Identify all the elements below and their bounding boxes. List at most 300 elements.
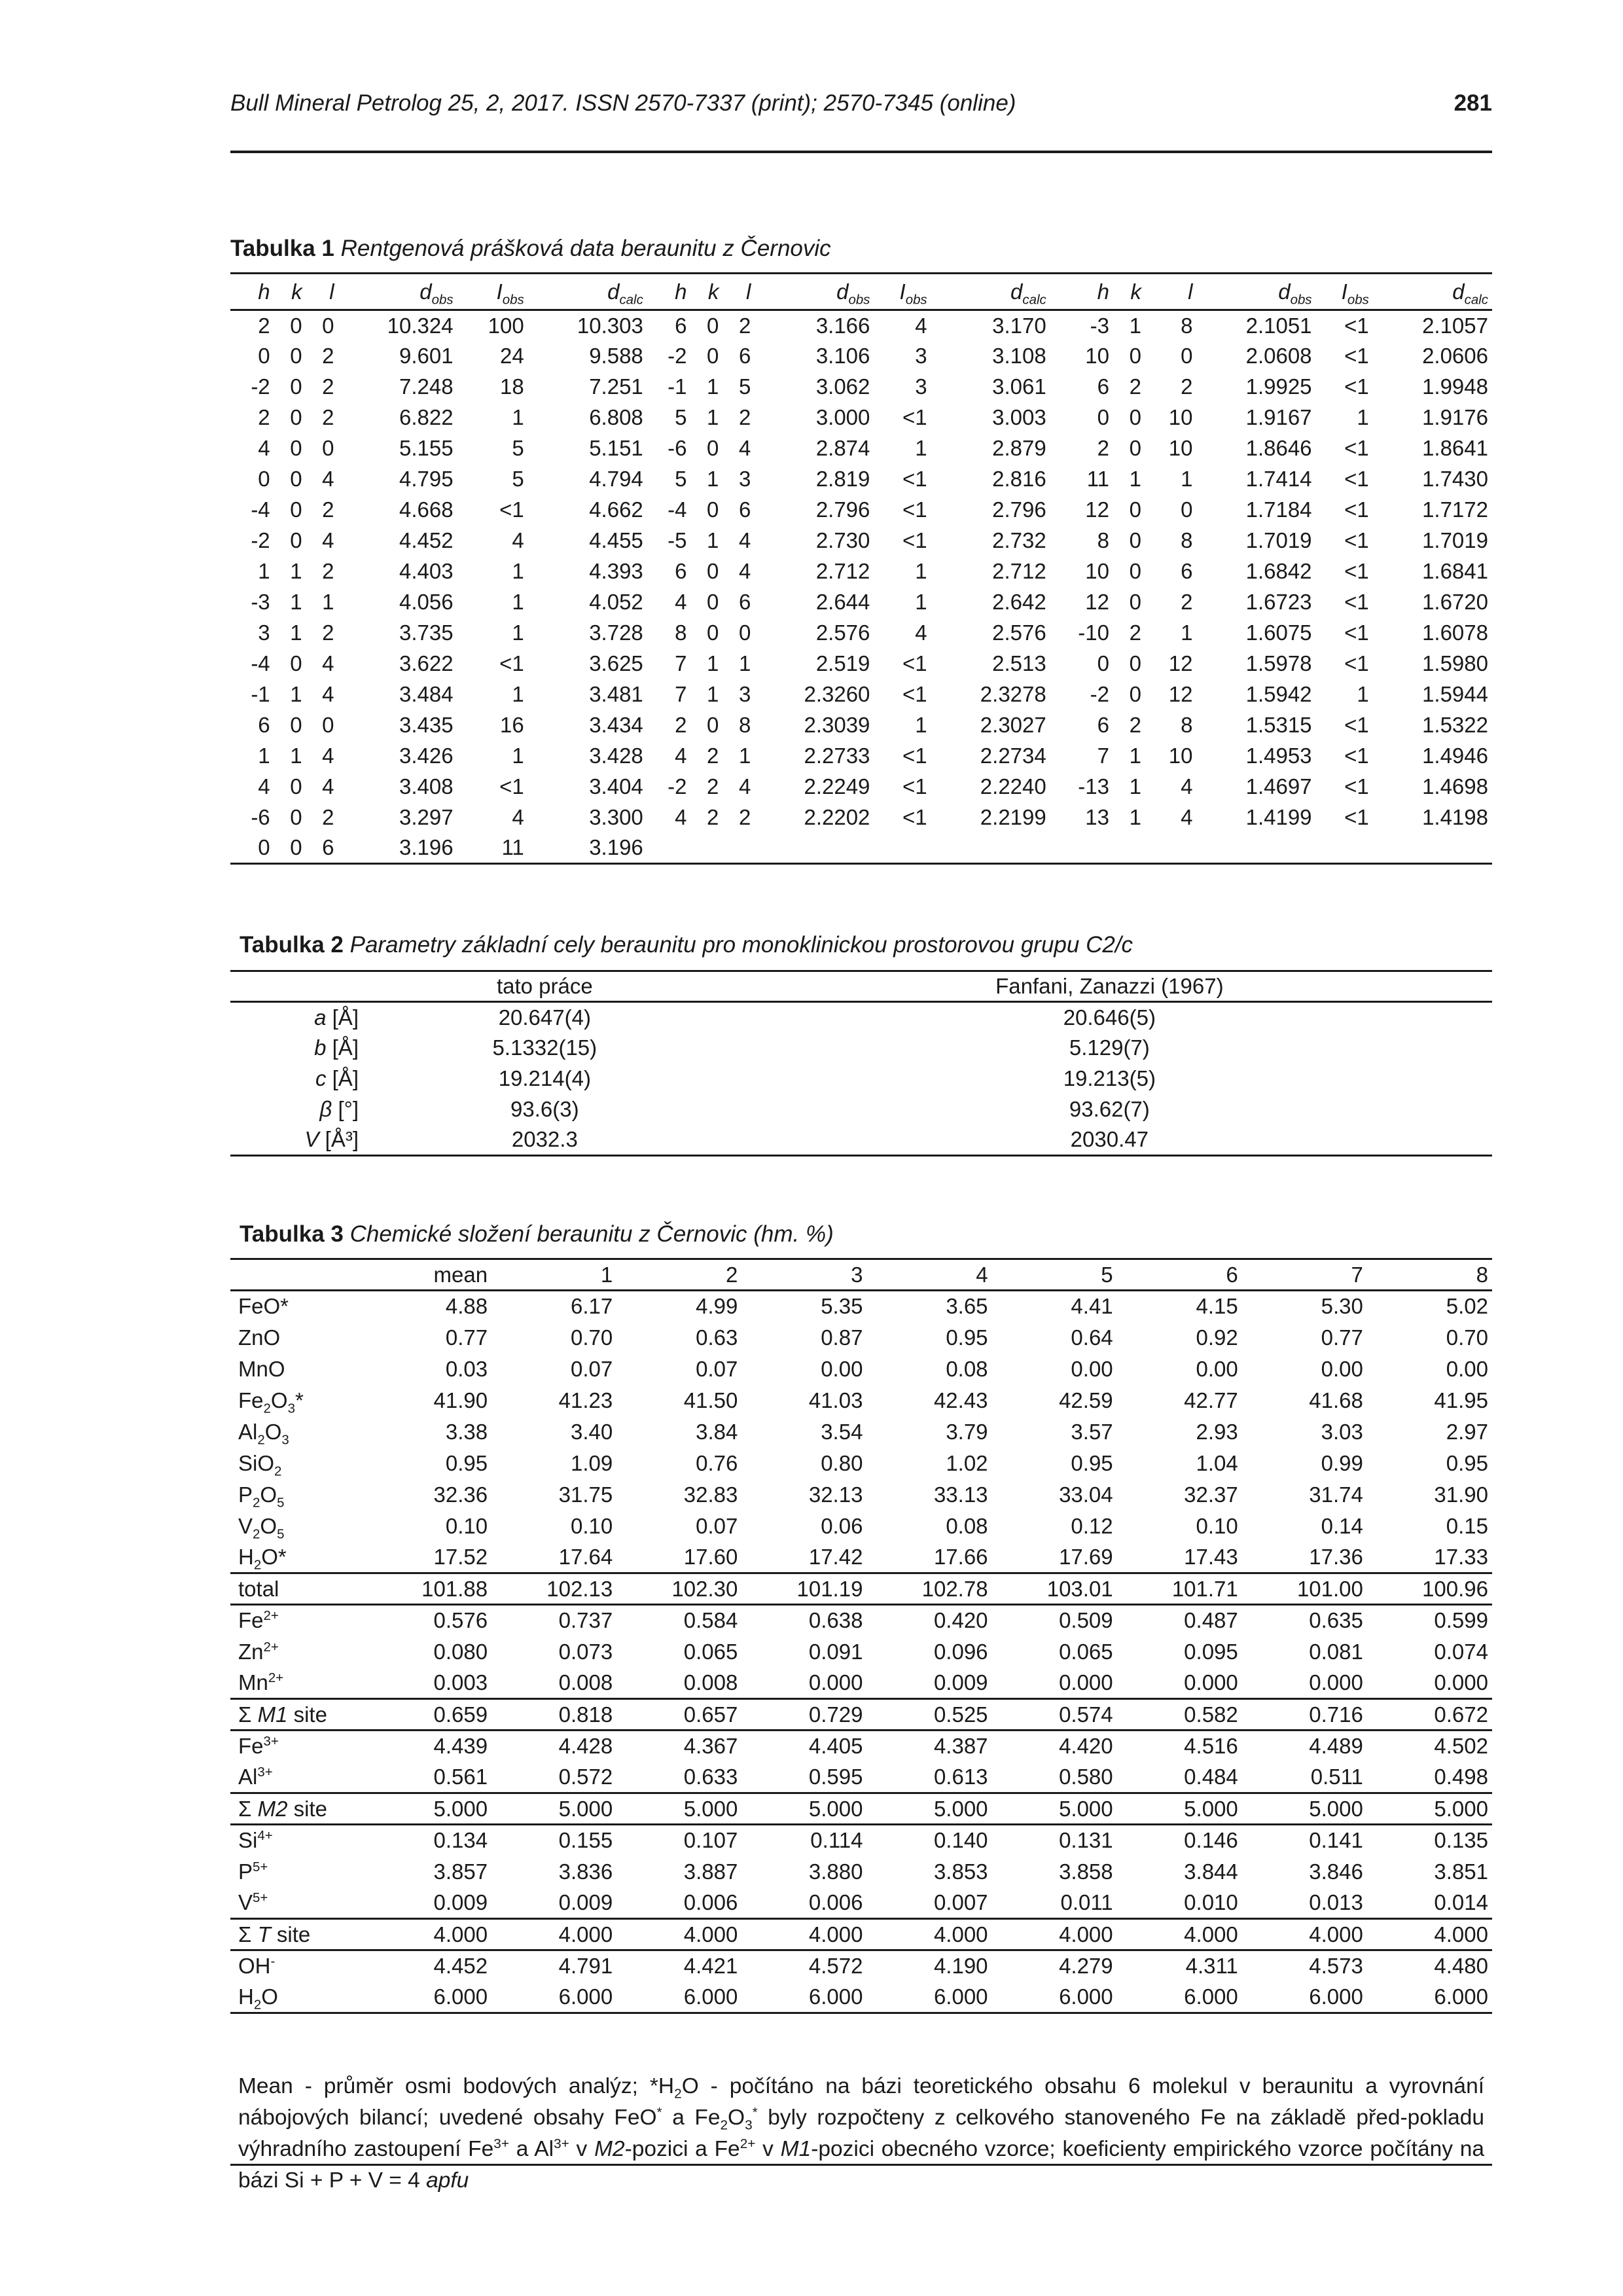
- table-cell: 6: [738, 590, 751, 614]
- table-cell: 4.000: [491, 1919, 616, 1950]
- table-cell: 2.519: [815, 651, 870, 675]
- table-cell: 10: [1168, 744, 1193, 768]
- table-cell: 4: [512, 528, 524, 552]
- table-cell: 2.874: [815, 436, 870, 460]
- table-cell: <1: [902, 651, 927, 675]
- table-cell: -4: [251, 497, 270, 522]
- table-cell: 3.851: [1434, 1859, 1488, 1884]
- table-cell: -13: [1078, 774, 1109, 798]
- table-cell: 1.9167: [1245, 405, 1312, 429]
- table-row: [230, 495, 1492, 526]
- table-cell: 8: [738, 713, 751, 737]
- table-cell: 4.420: [992, 1731, 1117, 1762]
- col-header-d-obs: [755, 274, 874, 310]
- table-cell: 0: [738, 620, 751, 645]
- table-cell: 0.77: [445, 1325, 488, 1350]
- table-cell: [1113, 833, 1145, 864]
- table-cell: 0.014: [1434, 1890, 1488, 1914]
- table-cell: 4.480: [1367, 1950, 1492, 1982]
- table-cell: 7: [675, 682, 687, 706]
- table-cell: 3: [915, 344, 927, 368]
- table-cell: 4.405: [741, 1731, 866, 1762]
- table-cell: 0.080: [433, 1639, 488, 1664]
- table-cell: <1: [1344, 374, 1369, 399]
- table-cell: 8: [1181, 528, 1193, 552]
- table-cell: 2.576: [815, 620, 870, 645]
- table-cell: 0.134: [366, 1825, 491, 1856]
- table-cell: <1: [1344, 497, 1369, 522]
- table-cell: 5: [512, 436, 524, 460]
- table-cell: 5.151: [589, 436, 643, 460]
- table-cell: 0.08: [946, 1513, 988, 1538]
- table-cell: 3.404: [589, 774, 643, 798]
- table-cell: 2: [1129, 620, 1141, 645]
- table-cell: 1: [1181, 467, 1193, 491]
- table-cell: 3.426: [399, 744, 454, 768]
- oxide-row: [230, 1385, 1492, 1416]
- table-cell: 3.858: [1059, 1859, 1113, 1884]
- table-cell: 1.09: [570, 1450, 613, 1475]
- table-cell: 5.30: [1321, 1294, 1363, 1319]
- table-cell: <1: [902, 528, 927, 552]
- table-cell: 1: [322, 590, 334, 614]
- table-cell: 1.6720: [1422, 590, 1488, 614]
- site-word: site: [276, 1922, 311, 1946]
- table-cell: 4: [322, 528, 334, 552]
- table-cell: 5.000: [992, 1793, 1117, 1825]
- col-header: 8: [1367, 1259, 1492, 1291]
- table-cell: 1.6842: [1245, 559, 1312, 583]
- table-cell: 0.63: [696, 1325, 738, 1350]
- table-cell: 0: [274, 833, 306, 864]
- col-subscript: calc: [1022, 292, 1046, 308]
- table-cell: 4.668: [399, 497, 454, 522]
- ion-element: Fe: [238, 1734, 264, 1759]
- table-cell: 0.95: [946, 1325, 988, 1350]
- table-cell: 6: [738, 344, 751, 368]
- table-cell: 0: [1181, 497, 1193, 522]
- table-cell: 0.006: [808, 1890, 863, 1914]
- param-value-reference: 19.213(5): [1063, 1066, 1156, 1090]
- ion-row: [230, 1636, 1492, 1668]
- table-cell: 1.5322: [1422, 713, 1488, 737]
- table-cell: 1: [707, 682, 719, 706]
- col-header-k: k: [690, 274, 722, 310]
- ion-label: [230, 1605, 366, 1636]
- table3-chemical-composition: [230, 1258, 1492, 2014]
- table-cell: 3.484: [399, 682, 454, 706]
- table-cell: 24: [500, 344, 524, 368]
- table-cell: 4.452: [399, 528, 454, 552]
- note-text: -pozici a Fe: [624, 2137, 740, 2161]
- table-cell: 2: [1129, 713, 1141, 737]
- table-cell: 4.15: [1196, 1294, 1238, 1319]
- table-cell: 5.000: [866, 1793, 991, 1825]
- ion-charge: 5+: [253, 1890, 268, 1905]
- table-cell: <1: [1344, 774, 1369, 798]
- col-header-l: l: [306, 274, 338, 310]
- table1-title: Rentgenová prášková data beraunitu z Černovic: [340, 236, 831, 261]
- table-cell: 11: [1086, 467, 1109, 491]
- table-cell: 0.011: [1060, 1890, 1113, 1914]
- param-label: [230, 1002, 363, 1033]
- table-cell: 2: [322, 620, 334, 645]
- table-cell: 1.8646: [1245, 436, 1312, 460]
- table-cell: 1.4198: [1422, 805, 1488, 829]
- table-cell: 0.599: [1367, 1605, 1492, 1636]
- table-cell: 3.728: [589, 620, 643, 645]
- table-cell: 1.6841: [1422, 559, 1488, 583]
- table3-label: Tabulka 3: [240, 1221, 344, 1247]
- table-cell: 6: [675, 313, 687, 338]
- table-cell: 5.02: [1446, 1294, 1488, 1319]
- table-cell: 0.633: [683, 1764, 738, 1789]
- table-cell: 1.6078: [1422, 620, 1488, 645]
- table-cell: 1.9925: [1245, 374, 1312, 399]
- table-cell: 2: [707, 805, 719, 829]
- ion-charge: 5+: [253, 1859, 268, 1874]
- table-cell: 3.300: [589, 805, 643, 829]
- col-header: 1: [491, 1259, 616, 1291]
- table-cell: 3.887: [683, 1859, 738, 1884]
- table-cell: 0.074: [1434, 1639, 1488, 1664]
- table-row: [230, 587, 1492, 618]
- table-cell: <1: [1344, 744, 1369, 768]
- table-cell: 3.434: [589, 713, 643, 737]
- table-cell: 0: [322, 436, 334, 460]
- param-unit: [Å³]: [325, 1127, 359, 1152]
- table-cell: 1: [512, 682, 524, 706]
- table-cell: 1: [1129, 313, 1141, 338]
- table-cell: 0.10: [1196, 1513, 1238, 1538]
- table-cell: 42.43: [933, 1388, 988, 1412]
- table-cell: 1.4946: [1422, 744, 1488, 768]
- param-symbol: β: [319, 1097, 332, 1121]
- table-cell: 102.30: [616, 1573, 741, 1605]
- table-cell: -4: [251, 651, 270, 675]
- table-cell: 0.00: [1321, 1356, 1363, 1381]
- col-symbol: I: [496, 279, 503, 304]
- table-cell: 6: [675, 559, 687, 583]
- table-cell: 6.822: [399, 405, 454, 429]
- table-cell: 0: [1129, 651, 1141, 675]
- table-cell: 0.737: [491, 1605, 616, 1636]
- table-cell: 4: [322, 682, 334, 706]
- note-sup: 3+: [493, 2136, 509, 2151]
- table-cell: [931, 833, 1050, 864]
- table-cell: 2.3278: [980, 682, 1046, 706]
- table-cell: 4.000: [1117, 1919, 1242, 1950]
- table-cell: 0: [707, 313, 719, 338]
- ion-row: [230, 1668, 1492, 1699]
- table-cell: -2: [251, 374, 270, 399]
- table-cell: 2.796: [992, 497, 1046, 522]
- formula-part: P: [238, 1482, 253, 1507]
- note-text: O - počítáno na bázi teoretického obsahu 6 molekul v beraunitu a vyrovnání nábojových bilancí; uvedené obsahy FeO: [238, 2074, 1485, 2130]
- table-cell: <1: [1344, 313, 1369, 338]
- table-cell: 3.38: [445, 1419, 488, 1444]
- table-cell: 1: [707, 405, 719, 429]
- table2-title: Parametry základní cely beraunitu pro monoklinickou prostorovou grupu C2/c: [349, 932, 1133, 958]
- ion-element: Fe: [238, 1608, 264, 1633]
- table-cell: 1.4199: [1245, 805, 1312, 829]
- table-cell: 4.056: [399, 590, 454, 614]
- table-cell: 4.000: [1367, 1919, 1492, 1950]
- table-row: [230, 310, 1492, 341]
- table-cell: 1.6075: [1245, 620, 1312, 645]
- table-row: [230, 802, 1492, 833]
- oxide-label: [230, 1354, 366, 1385]
- formula-subscript: 2: [253, 1997, 262, 2013]
- col-symbol: I: [899, 279, 906, 304]
- table-cell: 0.511: [1310, 1764, 1363, 1789]
- table-cell: [690, 833, 722, 864]
- table1-caption: [230, 236, 831, 262]
- table-cell: 5: [675, 405, 687, 429]
- table-cell: 1: [258, 744, 270, 768]
- ion-element: V: [238, 1890, 253, 1914]
- table-cell: 12: [1085, 590, 1109, 614]
- table-cell: 0: [1129, 528, 1141, 552]
- oxide-label: [230, 1291, 366, 1322]
- table-cell: 3.844: [1184, 1859, 1238, 1884]
- table-cell: 6.000: [866, 1982, 991, 2013]
- table-cell: 0: [1129, 344, 1141, 368]
- site-word: site: [293, 1796, 327, 1821]
- col-header-d-obs: [1196, 274, 1315, 310]
- table-cell: 0.009: [558, 1890, 613, 1914]
- table-cell: 1: [915, 559, 927, 583]
- table-cell: [1145, 833, 1197, 864]
- formula-subscript: 2: [263, 1401, 271, 1416]
- ion-element: Al: [238, 1764, 258, 1789]
- col-symbol: d: [607, 279, 620, 304]
- table-row: [230, 1002, 1492, 1033]
- table-cell: 0: [707, 436, 719, 460]
- formula-subscript: 2: [274, 1463, 282, 1479]
- table3-header-row: [230, 1259, 1492, 1291]
- formula-part: O: [261, 1984, 278, 2009]
- table2-cell-parameters: [230, 970, 1492, 1157]
- sigma-symbol: Σ: [238, 1796, 252, 1821]
- table-cell: 0.003: [433, 1670, 488, 1695]
- table-cell: 17.66: [933, 1544, 988, 1569]
- table-cell: 0.584: [616, 1605, 741, 1636]
- col-header-d-obs: [338, 274, 457, 310]
- table-cell: 0.10: [570, 1513, 613, 1538]
- table-cell: 4.000: [741, 1919, 866, 1950]
- table-cell: 4.000: [992, 1919, 1117, 1950]
- oxide-label: [230, 1448, 366, 1479]
- table-cell: <1: [1344, 713, 1369, 737]
- table-cell: 0.095: [1184, 1639, 1238, 1664]
- table-cell: 0: [707, 620, 719, 645]
- table-cell: <1: [902, 774, 927, 798]
- table-cell: 31.75: [558, 1482, 613, 1507]
- note-text: v: [755, 2137, 781, 2161]
- table-cell: 4: [258, 436, 270, 460]
- table-cell: 41.90: [433, 1388, 488, 1412]
- table-cell: 0.00: [1446, 1356, 1488, 1381]
- param-label: [230, 1094, 363, 1125]
- table-cell: 10: [1168, 436, 1193, 460]
- table-cell: 2: [322, 497, 334, 522]
- table-cell: 1.4953: [1245, 744, 1312, 768]
- param-value-reference: 93.62(7): [1069, 1097, 1150, 1121]
- ion-row: [230, 1762, 1492, 1793]
- table-cell: 2.732: [992, 528, 1046, 552]
- oxide-label: [230, 1322, 366, 1354]
- table-cell: 6.000: [992, 1982, 1117, 2013]
- col-header: 6: [1117, 1259, 1242, 1291]
- table-row: [230, 526, 1492, 556]
- table-cell: <1: [499, 774, 524, 798]
- oxide-row: [230, 1291, 1492, 1322]
- table-cell: 101.00: [1242, 1573, 1367, 1605]
- table-cell: 10: [1168, 405, 1193, 429]
- oxide-row: [230, 1511, 1492, 1542]
- note-text: v: [569, 2137, 595, 2161]
- param-value-reference: 5.129(7): [1069, 1035, 1150, 1060]
- table-row: [230, 341, 1492, 372]
- table-cell: 2: [738, 805, 751, 829]
- table-cell: 0: [707, 590, 719, 614]
- table-row: [230, 1064, 1492, 1094]
- table-cell: 6.000: [1367, 1982, 1492, 2013]
- table-cell: 0.141: [1242, 1825, 1367, 1856]
- table-cell: 4.190: [866, 1950, 991, 1982]
- col-header-d-calc: [528, 274, 647, 310]
- table-cell: 0.010: [1184, 1890, 1238, 1914]
- table-cell: 0.95: [1071, 1450, 1113, 1475]
- col-header-h: h: [647, 274, 691, 310]
- table-cell: 4: [738, 436, 751, 460]
- running-header: [230, 86, 1492, 123]
- table-cell: 4.052: [589, 590, 643, 614]
- ion-element: OH: [238, 1954, 271, 1979]
- table-cell: 3.408: [399, 774, 454, 798]
- table-cell: 0.06: [821, 1513, 863, 1538]
- param-value-this-work: 5.1332(15): [492, 1035, 597, 1060]
- h2o-row: [230, 1982, 1492, 2013]
- col-header-l: l: [722, 274, 755, 310]
- table-cell: 4.88: [445, 1294, 488, 1319]
- table-cell: 7.248: [399, 374, 454, 399]
- table-cell: 3.54: [821, 1419, 863, 1444]
- table-cell: 4.393: [589, 559, 643, 583]
- table-cell: 0.509: [992, 1605, 1117, 1636]
- table-cell: 42.59: [1059, 1388, 1113, 1412]
- table-cell: 4.428: [491, 1731, 616, 1762]
- table-cell: 1.4698: [1422, 774, 1488, 798]
- note-italic: M2: [594, 2137, 625, 2161]
- table-cell: 5: [738, 374, 751, 399]
- site-sum-row: [230, 1793, 1492, 1825]
- ion-charge: 2+: [263, 1639, 279, 1655]
- table-cell: <1: [1344, 805, 1369, 829]
- table-cell: 0.146: [1117, 1825, 1242, 1856]
- note-sup: *: [656, 2104, 662, 2120]
- journal-citation: Bull Mineral Petrolog 25, 2, 2017. ISSN 2570-7337 (print); 2570-7345 (online): [230, 90, 1016, 116]
- table-cell: 32.36: [433, 1482, 488, 1507]
- table-cell: <1: [1344, 528, 1369, 552]
- table-cell: 4.99: [696, 1294, 738, 1319]
- oh-row: [230, 1950, 1492, 1982]
- param-value-this-work: 19.214(4): [498, 1066, 591, 1090]
- table-cell: 1: [915, 590, 927, 614]
- table-cell: 0: [707, 344, 719, 368]
- ion-label: [230, 1636, 366, 1668]
- table-cell: 10: [1085, 344, 1109, 368]
- table-cell: 13: [1085, 805, 1109, 829]
- table-cell: 0.009: [933, 1670, 988, 1695]
- table-cell: 0.77: [1321, 1325, 1363, 1350]
- table-cell: 0.007: [933, 1890, 988, 1914]
- table-cell: 0.000: [1184, 1670, 1238, 1695]
- table-cell: 1.4697: [1245, 774, 1312, 798]
- table-cell: 0.03: [445, 1356, 488, 1381]
- table-cell: 0: [1129, 590, 1141, 614]
- table-cell: 1: [512, 405, 524, 429]
- table2-header-blank: [230, 971, 363, 1002]
- table-row: [230, 403, 1492, 433]
- table-cell: 4.439: [366, 1731, 491, 1762]
- table-cell: 0.76: [696, 1450, 738, 1475]
- table-cell: 1.5978: [1245, 651, 1312, 675]
- formula-subscript: 2: [253, 1557, 262, 1573]
- table2-header-col1: tato práce: [363, 971, 727, 1002]
- table-cell: -3: [251, 590, 270, 614]
- table-cell: 1.7172: [1422, 497, 1488, 522]
- table-cell: 17.42: [808, 1544, 863, 1569]
- table-cell: 0.15: [1446, 1513, 1488, 1538]
- table-cell: 4: [915, 313, 927, 338]
- table-cell: 2.97: [1446, 1419, 1488, 1444]
- table-cell: 10: [1085, 559, 1109, 583]
- note-text: a Al: [508, 2137, 554, 2161]
- table-cell: 4: [1181, 774, 1193, 798]
- table-cell: 4: [675, 744, 687, 768]
- table-cell: 4.572: [741, 1950, 866, 1982]
- table-cell: 5.000: [491, 1793, 616, 1825]
- table-cell: 0: [1129, 405, 1141, 429]
- formula-part: H: [238, 1984, 254, 2009]
- formula-part: Al: [238, 1419, 258, 1444]
- table-cell: 2.730: [815, 528, 870, 552]
- page-number: 281: [1454, 90, 1492, 116]
- oxide-label: [230, 1416, 366, 1448]
- table-cell: 0.672: [1367, 1699, 1492, 1731]
- table-cell: 2: [707, 774, 719, 798]
- formula-subscript: 3: [281, 1432, 289, 1448]
- site-sum-row: [230, 1699, 1492, 1731]
- col-header-I-obs: [874, 274, 931, 310]
- table-cell: 1.7019: [1422, 528, 1488, 552]
- ion-element: Zn: [238, 1639, 264, 1664]
- table-cell: 1: [915, 436, 927, 460]
- table-cell: 5: [675, 467, 687, 491]
- table-cell: 1: [290, 620, 302, 645]
- col-symbol: I: [1341, 279, 1347, 304]
- table-cell: 0: [290, 805, 302, 829]
- table-cell: 0.008: [558, 1670, 613, 1695]
- table-cell: <1: [1344, 344, 1369, 368]
- table-cell: -6: [251, 805, 270, 829]
- table-cell: <1: [1344, 436, 1369, 460]
- table-cell: 0.613: [933, 1764, 988, 1789]
- table-cell: 0.065: [683, 1639, 738, 1664]
- table-cell: 4: [322, 651, 334, 675]
